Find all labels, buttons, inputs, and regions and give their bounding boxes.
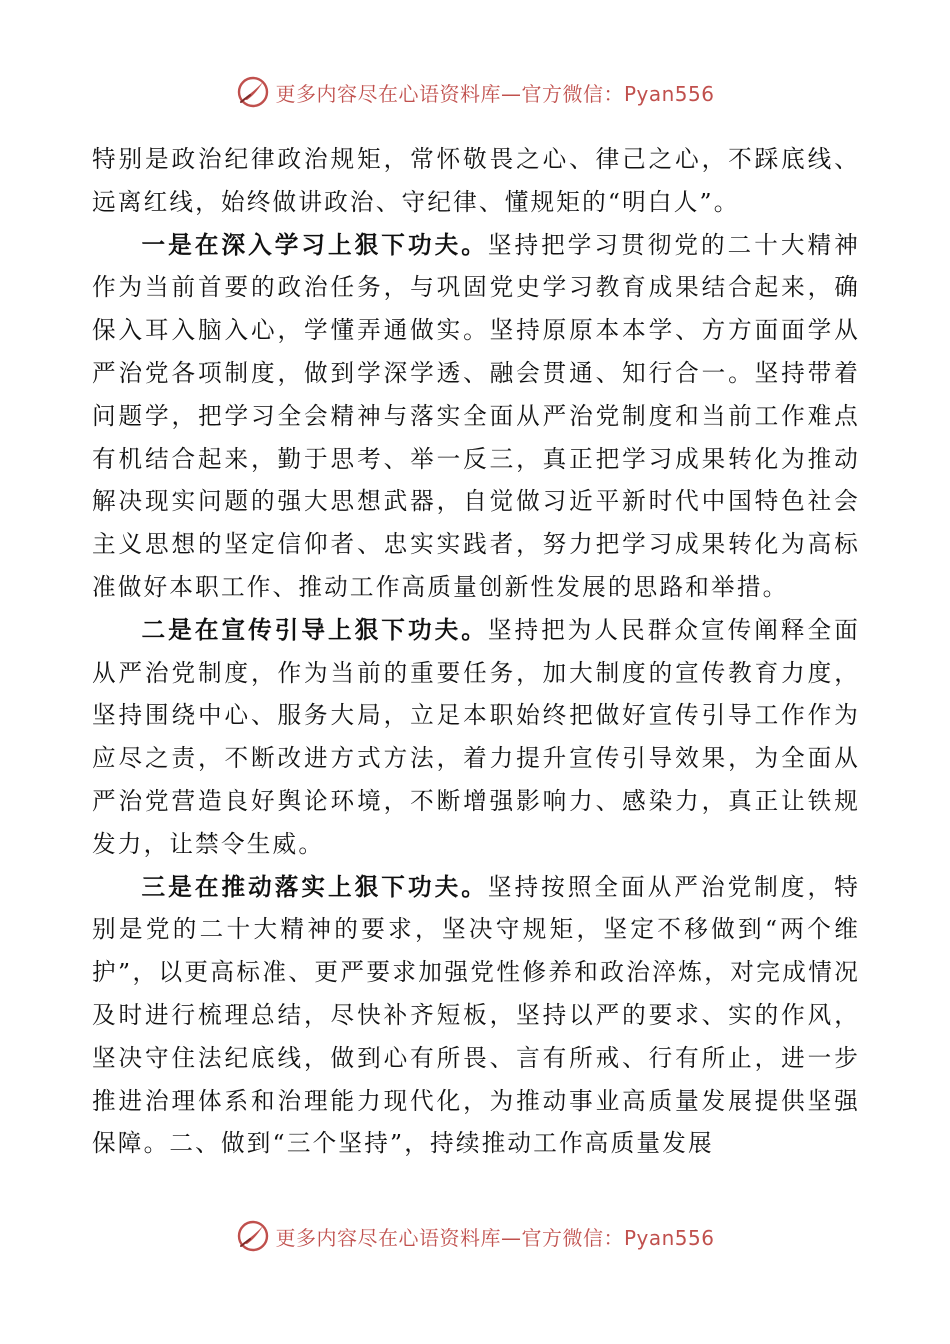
paragraph-text: 坚持把学习贯彻党的二十大精神作为当前首要的政治任务，与巩固党史学习教育成果结合起来，确保入耳入脑入心，学懂弄通做实。坚持原原本本学、方方面面学从严治党各项制度，做到学深学透、融会贯通、知行合一。坚持带着问题学，把学习全会精神与落实全面从严治党制度和当前工作难点有机结合起来，勤于思考、举一反三，真正把学习成果转化为推动解决现实问题的强大思想武器，自觉做习近平新时代中国特色社会主义思想的坚定信仰者、忠实实践者，努力把学习成果转化为高标准做好本职工作、推动工作高质量创新性发展的思路和举措。 <box>92 230 860 601</box>
paragraph-text: 坚持按照全面从严治党制度，特别是党的二十大精神的要求，坚决守规矩，坚定不移做到“两个维护”，以更高标准、更严要求加强党性修养和政治淬炼，对完成情况及时进行梳理总结，尽快补齐短板，坚持以严的要求、实的作风，坚决守住法纪底线，做到心有所畏、言有所戒、行有所止，进一步推进治理体系和治理能力现代化，为推动事业高质量发展提供坚强保障。二、做到“三个坚持”，持续推动工作高质量发展 <box>92 872 860 1158</box>
paragraph-intro <box>92 138 860 224</box>
paragraph-lead: 三是在推动落实上狠下功夫。 <box>141 872 488 901</box>
paragraph-publicity <box>92 609 860 866</box>
paragraph-lead: 一是在深入学习上狠下功夫。 <box>141 230 488 259</box>
quill-logo-icon <box>235 1218 271 1254</box>
paragraph-text: 特别是政治纪律政治规矩，常怀敬畏之心、律己之心，不踩底线、远离红线，始终做讲政治、守纪律、懂规矩的“明白人”。 <box>92 145 860 216</box>
paragraph-lead: 二是在宣传引导上狠下功夫。 <box>141 615 488 644</box>
footer-watermark <box>0 1214 950 1258</box>
watermark-text: 更多内容尽在心语资料库—官方微信：Pyan556 <box>275 1225 715 1250</box>
header-watermark <box>0 70 950 114</box>
watermark-text: 更多内容尽在心语资料库—官方微信：Pyan556 <box>275 81 715 106</box>
paragraph-study <box>92 224 860 609</box>
quill-logo-icon <box>235 74 271 110</box>
paragraph-text: 坚持把为人民群众宣传阐释全面从严治党制度，作为当前的重要任务，加大制度的宣传教育力度，坚持围绕中心、服务大局，立足本职始终把做好宣传引导工作作为应尽之责，不断改进方式方法，着力提升宣传引导效果，为全面从严治党营造良好舆论环境，不断增强影响力、感染力，真正让铁规发力，让禁令生威。 <box>92 615 860 858</box>
document-body <box>92 138 860 1165</box>
paragraph-implementation <box>92 866 860 1166</box>
